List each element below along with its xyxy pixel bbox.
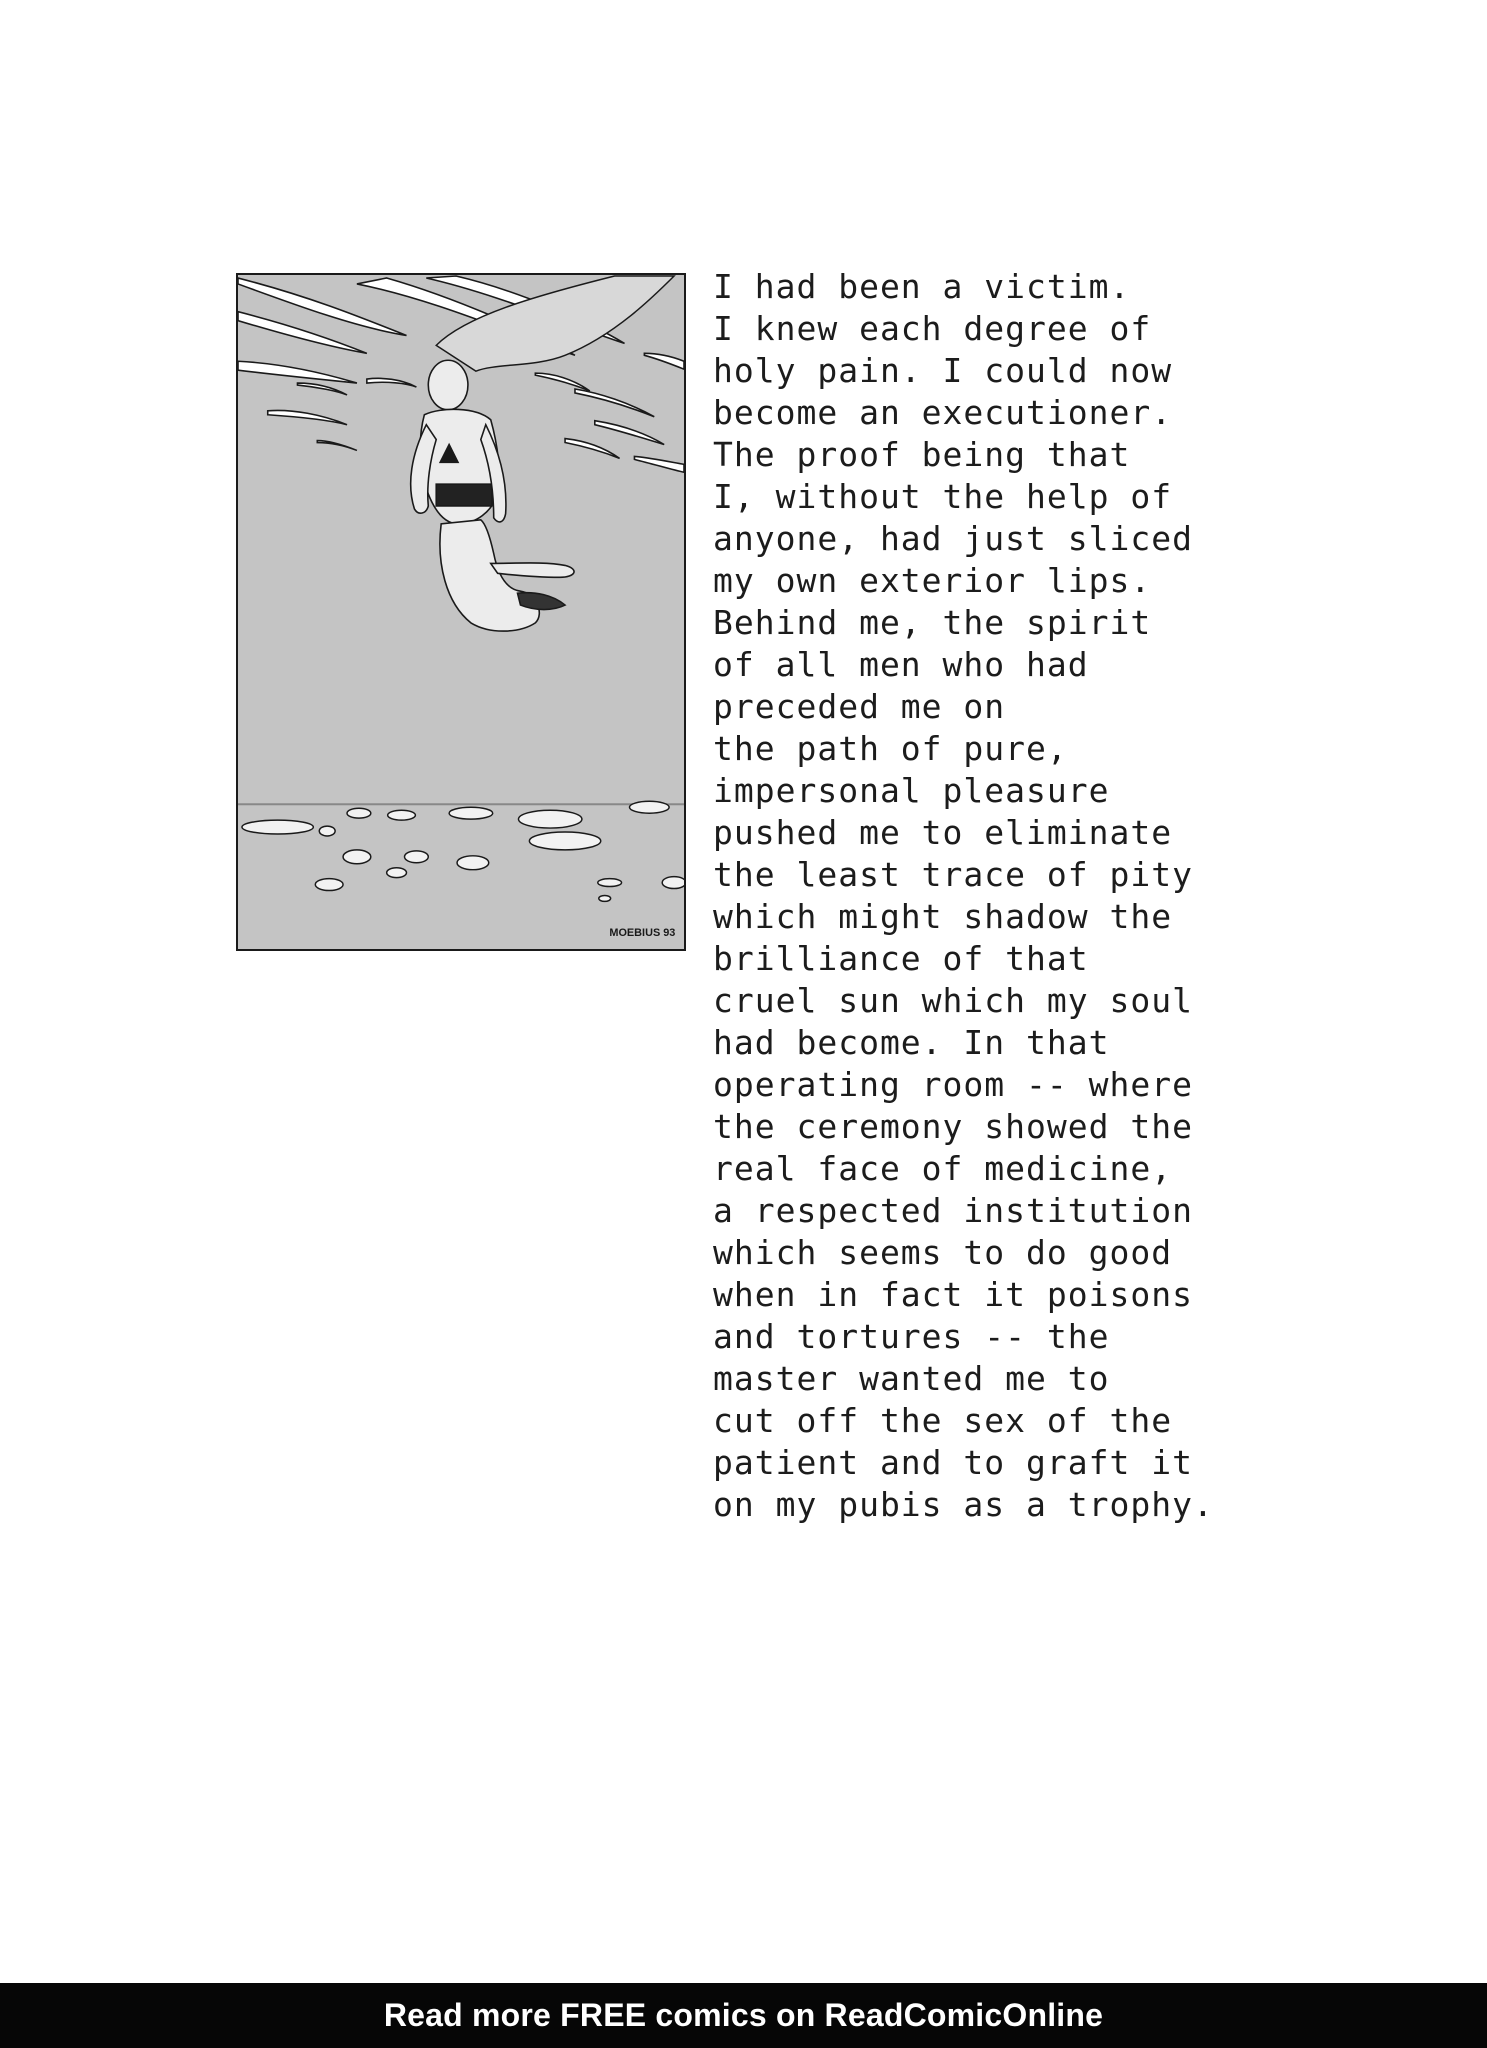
narration-line: impersonal pleasure <box>713 771 1110 810</box>
narration-line: Behind me, the spirit <box>713 603 1152 642</box>
narration-line: which seems to do good <box>713 1233 1173 1272</box>
narration-line: brilliance of that <box>713 939 1089 978</box>
narration-line: on my pubis as a trophy. <box>713 1485 1214 1524</box>
narration-line: when in fact it poisons <box>713 1275 1193 1314</box>
narration-line: anyone, had just sliced <box>713 519 1193 558</box>
narration-line: had become. In that <box>713 1023 1110 1062</box>
narration-line: and tortures -- the <box>713 1317 1110 1356</box>
narration-line: the path of pure, <box>713 729 1068 768</box>
artist-signature: MOEBIUS 93 <box>609 927 676 940</box>
narration-text-block <box>713 266 1273 1526</box>
narration-line: a respected institution <box>713 1191 1193 1230</box>
narration-line: I had been a victim. <box>713 267 1131 306</box>
promo-footer-banner[interactable] <box>0 1983 1487 2048</box>
horizon-line <box>238 803 684 805</box>
narration-line: the ceremony showed the <box>713 1107 1193 1146</box>
narration-line: I knew each degree of <box>713 309 1152 348</box>
narration-line: I, without the help of <box>713 477 1173 516</box>
ground-objects <box>242 801 684 901</box>
panel-artwork <box>238 275 684 949</box>
narration-line: The proof being that <box>713 435 1131 474</box>
narration-line: of all men who had <box>713 645 1089 684</box>
narration-line: the least trace of pity <box>713 855 1193 894</box>
narration-line: become an executioner. <box>713 393 1173 432</box>
narration-line: operating room -- where <box>713 1065 1193 1104</box>
narration-line: my own exterior lips. <box>713 561 1152 600</box>
narration-line: preceded me on <box>713 687 1006 726</box>
narration-line: real face of medicine, <box>713 1149 1173 1188</box>
comic-panel-illustration <box>236 273 686 951</box>
narration-line: which might shadow the <box>713 897 1173 936</box>
narration-line: cut off the sex of the <box>713 1401 1173 1440</box>
narration-line: master wanted me to <box>713 1359 1110 1398</box>
narration-line: pushed me to eliminate <box>713 813 1173 852</box>
floating-figure <box>411 360 574 631</box>
narration-line: patient and to graft it <box>713 1443 1193 1482</box>
narration-line: holy pain. I could now <box>713 351 1173 390</box>
narration-line: cruel sun which my soul <box>713 981 1193 1020</box>
promo-footer-link[interactable]: Read more FREE comics on ReadComicOnline <box>383 1997 1104 2033</box>
